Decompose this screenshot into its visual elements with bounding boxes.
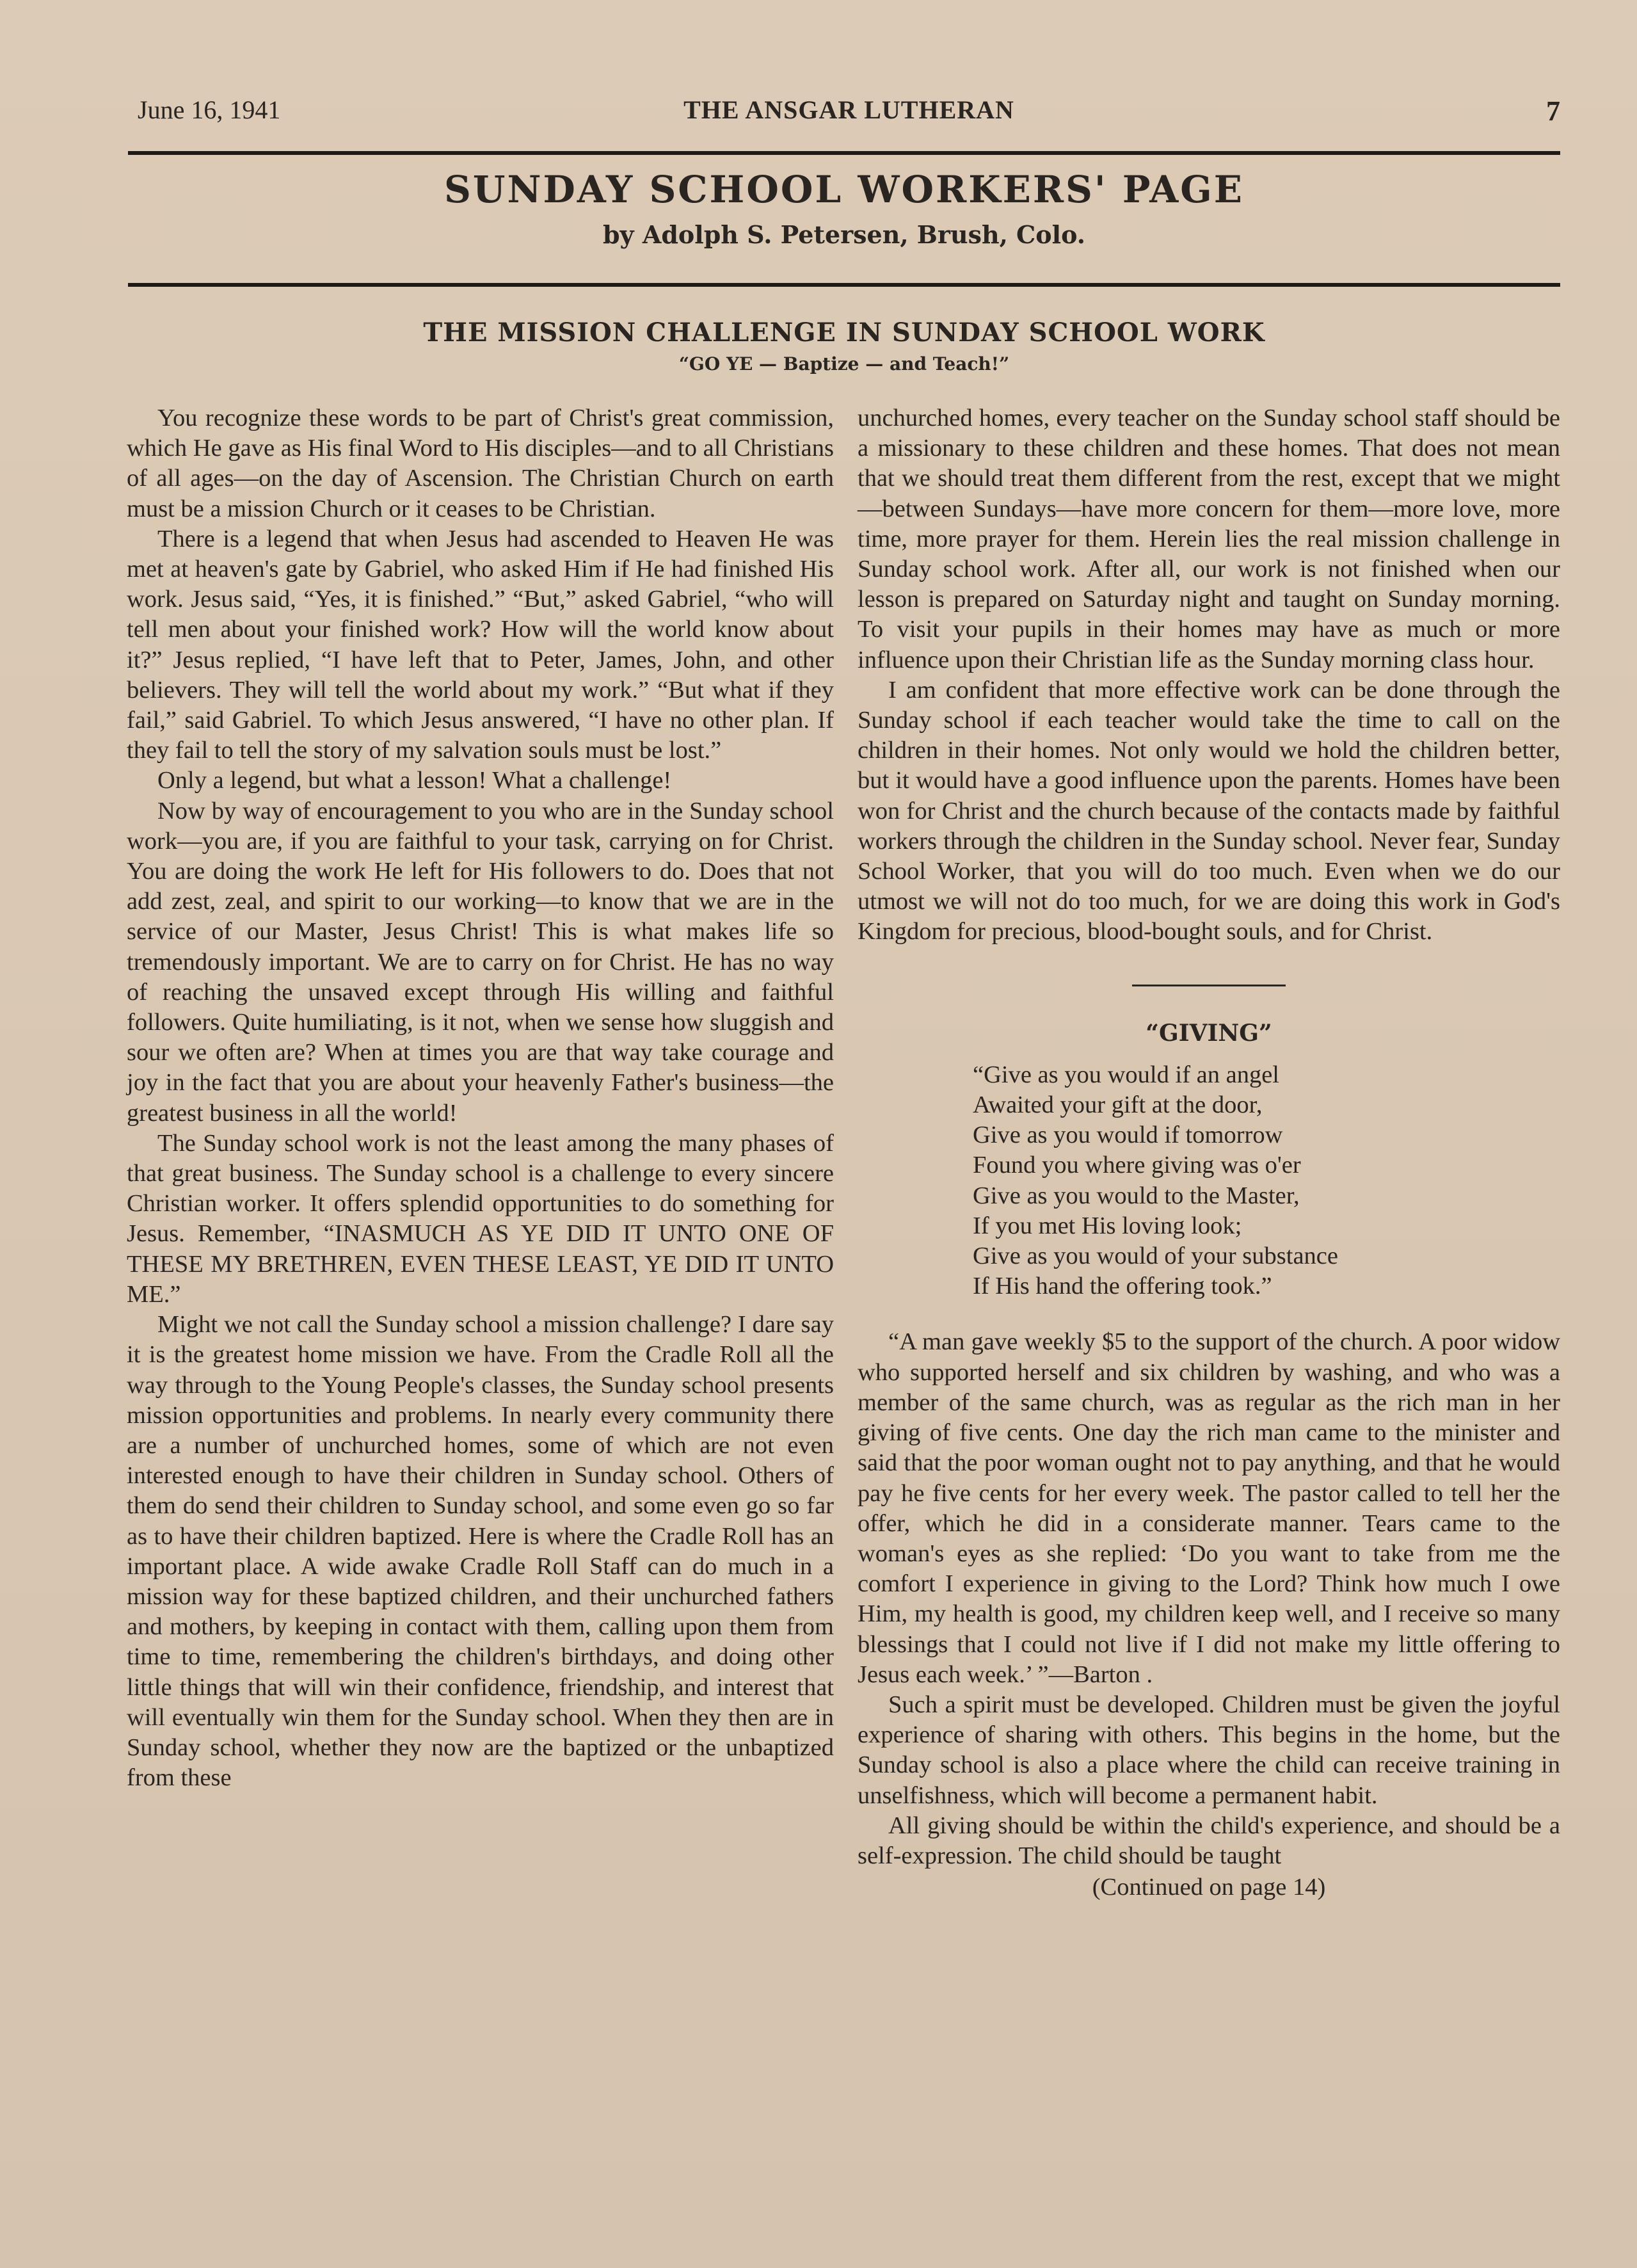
poem-line: If you met His loving look; — [973, 1212, 1242, 1239]
poem-line: Give as you would of your substance — [973, 1243, 1338, 1270]
issue-date: June 16, 1941 — [138, 95, 281, 124]
poem-line: If His hand the offering took.” — [973, 1273, 1272, 1300]
article-subtitle: “GO YE — Baptize — and Teach!” — [678, 353, 1010, 374]
poem — [973, 1060, 1560, 1302]
poem-line: Give as you would to the Master, — [973, 1182, 1300, 1209]
giving-paragraph: All giving should be within the child's experience, and should be a self-expression. The child should be taught — [858, 1812, 1560, 1869]
article-paragraph: Might we not call the Sunday school a mission challenge? I dare say it is the greatest home mission we have. From the Cradle Roll all the way through to the Young People's classes, the Sunday school presents mission opportunities and problems. In nearly every community there are a number of unchurched homes, some of which are not even interested enough to have their children in Sunday school. Others of them do send their children to Sunday school, and some even go so far as to have their children baptized. Here is where the Cradle Roll has an important place. A wide awake Cradle Roll Staff can do much in a mission way for these baptized children, and their unchurched fathers and mothers, by keeping in contact with them, calling upon them from time to time, remembering the children's birthdays, and doing other little things that will win their confidence, friendship, and interest that will eventually win them for the Sunday school. When they then are in Sunday school, whether they now are the baptized or the unbaptized from these — [127, 1311, 834, 1792]
article-paragraph: I am confident that more effective work can be done through the Sunday school if each teacher would take the time to call on the children in their homes. Not only would we hold the children better, but it would have a good influence upon the parents. Homes have been won for Christ and the church because of the contacts made by faithful workers through the children in the Sunday school. Never fear, Sunday School Worker, that you will do too much. Even when we do our utmost we will not do too much, for we are doing this work in God's Kingdom for precious, blood-bought souls, and for Christ. — [858, 676, 1560, 945]
poem-line: “Give as you would if an angel — [973, 1061, 1279, 1088]
header-rule — [128, 151, 1560, 155]
running-header — [138, 95, 1560, 133]
poem-line: Found you where giving was o'er — [973, 1152, 1301, 1179]
poem-line: Awaited your gift at the door, — [973, 1091, 1263, 1119]
article-paragraph: Only a legend, but what a lesson! What a challenge! — [157, 767, 672, 794]
giving-paragraph: Such a spirit must be developed. Children must be given the joyful experience of sharing with others. This begins in the home, but the Sunday school is also a place where the child can receive training in unselfishness, which will become a permanent habit. — [858, 1691, 1560, 1809]
article-paragraph: There is a legend that when Jesus had ascended to Heaven He was met at heaven's gate by Gabriel, who asked Him if He had finished His work. Jesus said, “Yes, it is finished.” “But,” asked Gabriel, “who will tell men about your finished work? How will the world know about it?” Jesus replied, “I have left that to Peter, James, John, and other believers. They will tell the world about my work.” “But what if they fail,” said Gabriel. To which Jesus answered, “I have no other plan. If they fail to tell the story of my salvation souls must be lost.” — [127, 525, 834, 764]
article-paragraph: unchurched homes, every teacher on the Sunday school staff should be a missionary to these children and these homes. That does not mean that we should treat them different from the rest, except that we might—between Sundays—have more concern for them—more love, more time, more prayer for them. Herein lies the real mission challenge in Sunday school work. After all, our work is not finished when our lesson is prepared on Saturday night and taught on Sunday morning. To visit your pupils in their homes may have as much or more influence upon their Christian life as the Sunday morning class hour. — [858, 405, 1560, 673]
article-paragraph: The Sunday school work is not the least among the many phases of that great business. The Sunday school is a challenge to every sincere Christian worker. It offers splendid opportunities to do something for Jesus. Remember, “INASMUCH AS YE DID IT UNTO ONE OF THESE MY BRETHREN, EVEN THESE LEAST, YE DID IT UNTO ME.” — [127, 1129, 834, 1308]
article-paragraph: Now by way of encouragement to you who are in the Sunday school work—you are, if you are faithful to your task, carrying on for Christ. You are doing the work He left for His followers to do. Does that not add zest, zeal, and spirit to our working—to know that we are in the service of our Master, Jesus Christ! This is what makes life so tremendously important. We are to carry on for Christ. He has no way of reaching the unsaved except through His willing and faithful followers. Quite humiliating, is it not, when we sense how sluggish and sour we often are? When at times you are that way take courage and joy in the fact that you are about your heavenly Father's business—the greatest business in all the world! — [127, 797, 834, 1127]
section-divider — [1132, 985, 1286, 986]
continued-note: (Continued on page 14) — [1092, 1874, 1326, 1901]
section-rule — [128, 283, 1560, 287]
section-heading — [128, 168, 1560, 249]
article-paragraph: You recognize these words to be part of Christ's great commission, which He gave as His final Word to His disciples—and to all Christians of all ages—on the day of Ascension. The Christian Church on earth must be a mission Church or it ceases to be Christian. — [127, 405, 834, 522]
article-title: THE MISSION CHALLENGE IN SUNDAY SCHOOL WORK — [423, 318, 1265, 348]
giving-paragraph: “A man gave weekly $5 to the support of the church. A poor widow who supported herself and six children by washing, and who was a member of the same church, was as regular as the rich man in her giving of five cents. One day the rich man came to the minister and said that the poor woman ought not to pay anything, and that he would pay he five cents for her every week. The pastor called to tell her the offer, which he did in a considerate manner. Tears came to the woman's eyes as she replied: ‘Do you want to take from me the comfort I experience in giving to the Lord? Think how much I owe Him, my health is good, my children keep well, and I receive so many blessings that I could not live if I did not make my little offering to Jesus each week.’ ”—Barton . — [858, 1328, 1560, 1688]
section-byline: by Adolph S. Petersen, Brush, Colo. — [602, 220, 1085, 249]
right-column — [858, 403, 1560, 1902]
publication-name: THE ANSGAR LUTHERAN — [683, 95, 1014, 124]
section-title: SUNDAY SCHOOL WORKERS' PAGE — [443, 168, 1244, 211]
left-column — [127, 403, 834, 1793]
poem-line: Give as you would if tomorrow — [973, 1122, 1283, 1149]
poem-title: “GIVING” — [1146, 1019, 1272, 1047]
page-number: 7 — [1546, 95, 1560, 127]
